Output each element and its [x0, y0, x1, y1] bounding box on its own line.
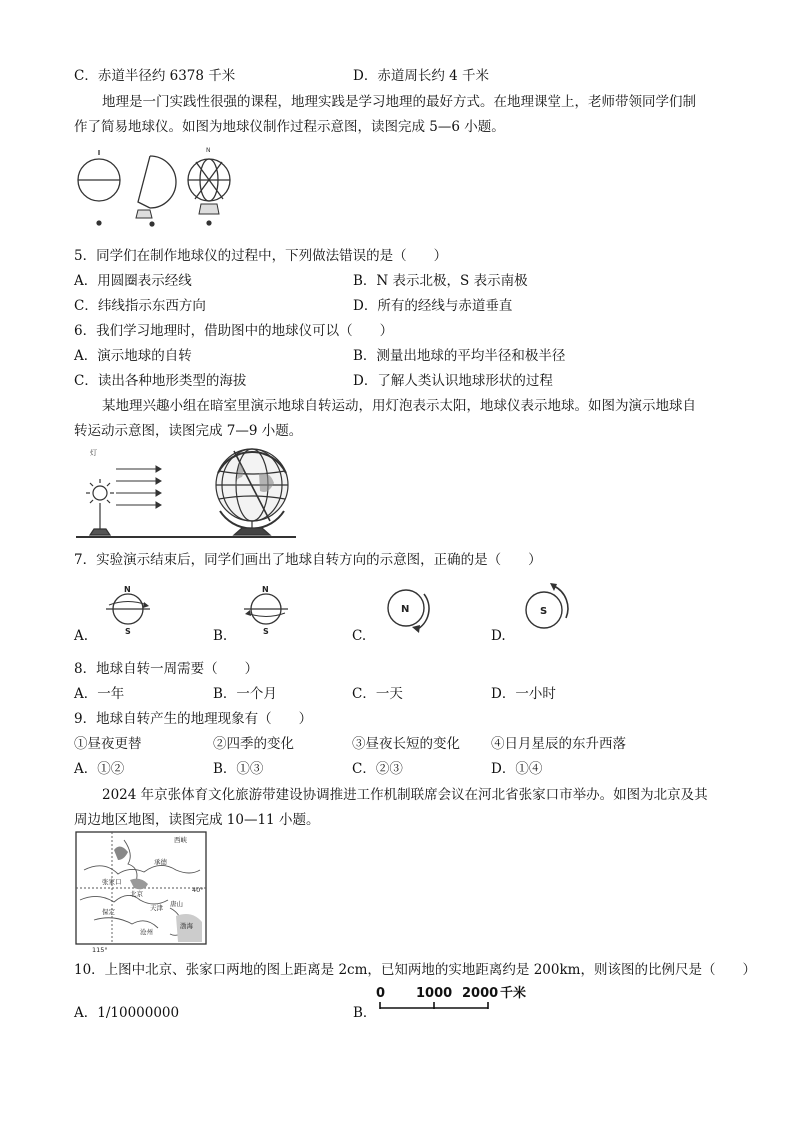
q9-statement-1: ①昼夜更替	[74, 736, 142, 752]
q10-option-a[interactable]: A．1/10000000	[74, 1005, 180, 1021]
desk-globe	[216, 449, 288, 535]
scale-label-0: 0	[376, 986, 386, 1001]
q7-c-pole-n: N	[401, 604, 410, 615]
scale-bar	[372, 982, 527, 1014]
q8-option-b[interactable]: B．一个月	[213, 686, 277, 702]
q5-option-a[interactable]: A．用圆圈表示经线	[74, 273, 192, 289]
q8-option-a[interactable]: A．一年	[74, 686, 125, 702]
q9-statement-4: ④日月星辰的东升西落	[491, 736, 626, 752]
q9-option-b[interactable]: B．①③	[213, 761, 264, 777]
q9-stem: 9．地球自转产生的地理现象有（ ）	[74, 711, 313, 727]
q9-option-d[interactable]: D．①④	[491, 761, 543, 777]
q7-b-pole-n: N	[262, 585, 269, 594]
q5-option-b[interactable]: B．N 表示北极，S 表示南极	[353, 273, 528, 289]
lamp-sun-icon	[86, 479, 114, 535]
q7-a-pole-n: N	[124, 585, 131, 594]
earth-rotation-demo-figure	[74, 443, 299, 541]
q6-stem: 6．我们学习地理时，借助图中的地球仪可以（ ）	[74, 323, 394, 339]
q5-option-d[interactable]: D．所有的经线与赤道垂直	[353, 298, 513, 314]
map-lat-40: 40°	[192, 886, 204, 894]
q9-statement-3: ③昼夜长短的变化	[352, 736, 460, 752]
intro-10-11-line1: 2024 年京张体育文化旅游带建设协调推进工作机制联席会议在河北省张家口市举办。如图为北京及其	[102, 787, 708, 803]
stand-base-3	[199, 204, 219, 214]
q7-a-pole-s: S	[125, 627, 131, 636]
q8-stem: 8．地球自转一周需要（ ）	[74, 661, 259, 677]
half-disk-shape	[150, 156, 176, 208]
intro-7-9-line1: 某地理兴趣小组在暗室里演示地球自转运动，用灯泡表示太阳，地球仪表示地球。如图为演示地球自	[102, 398, 696, 414]
beijing-region-map	[74, 830, 214, 954]
lamp-label: 灯	[90, 449, 97, 457]
q7-d-pole-s: S	[540, 606, 548, 617]
q4-option-d: D．赤道周长约 4 千米	[353, 68, 489, 84]
map-zhangjiakou: 张家口	[102, 878, 122, 886]
q6-option-b[interactable]: B．测量出地球的平均半径和极半径	[353, 348, 566, 364]
globe-making-figure	[72, 144, 242, 232]
map-beijing: 北京	[130, 890, 143, 898]
q7-diagram-d	[514, 582, 574, 636]
q7-diagram-b	[238, 584, 294, 636]
map-chengde: 承德	[154, 858, 167, 866]
q9-option-c[interactable]: C．②③	[352, 761, 403, 777]
bead-2	[149, 221, 154, 226]
light-ray-arrows	[116, 466, 161, 508]
q4-option-c: C．赤道半径约 6378 千米	[74, 68, 236, 84]
q10-stem: 10．上图中北京、张家口两地的图上距离是 2cm，已知两地的实地距离约是 200km，则该图的比例尺是（ ）	[74, 962, 756, 978]
map-baoding: 保定	[102, 908, 115, 916]
q10-option-b[interactable]: B．	[353, 1005, 377, 1021]
q8-option-d[interactable]: D．一小时	[491, 686, 556, 702]
q6-option-c[interactable]: C．读出各种地形类型的海拔	[74, 373, 247, 389]
intro-5-6-line2: 作了简易地球仪。如图为地球仪制作过程示意图，读图完成 5—6 小题。	[74, 119, 505, 135]
scale-unit: 千米	[500, 986, 527, 1001]
q7-diagram-a	[100, 584, 156, 636]
q7-option-a[interactable]: A.	[74, 628, 89, 644]
map-cangzhou: 沧州	[140, 928, 153, 936]
map-bohai: 渤海	[180, 922, 193, 930]
q5-option-c[interactable]: C．纬线指示东西方向	[74, 298, 206, 314]
intro-5-6-line1: 地理是一门实践性很强的课程，地理实践是学习地理的最好方式。在地理课堂上，老师带领同学们制	[102, 94, 696, 110]
map-tianjin: 天津	[150, 904, 163, 912]
map-lon-115: 115°	[92, 946, 108, 954]
bead-1	[96, 220, 101, 225]
q7-option-b[interactable]: B.	[213, 628, 228, 644]
q6-option-a[interactable]: A．演示地球的自转	[74, 348, 192, 364]
q7-b-pole-s: S	[263, 627, 269, 636]
map-compass-label: 西峡	[174, 836, 187, 844]
intro-10-11-line2: 周边地区地图，读图完成 10—11 小题。	[74, 812, 320, 828]
q7-diagram-c	[376, 582, 436, 636]
q7-option-d[interactable]: D.	[491, 628, 506, 644]
q9-option-a[interactable]: A．①②	[74, 761, 125, 777]
map-tangshan: 唐山	[170, 900, 183, 908]
scale-label-1000: 1000	[416, 986, 453, 1001]
intro-7-9-line2: 转运动示意图，读图完成 7—9 小题。	[74, 423, 303, 439]
scale-label-2000: 2000	[462, 986, 499, 1001]
q7-option-c[interactable]: C.	[352, 628, 367, 644]
q6-option-d[interactable]: D．了解人类认识地球形状的过程	[353, 373, 553, 389]
q9-statement-2: ②四季的变化	[213, 736, 294, 752]
bead-3	[206, 220, 211, 225]
stand-base-2	[136, 210, 152, 218]
q8-option-c[interactable]: C．一天	[352, 686, 403, 702]
q7-stem: 7．实验演示结束后，同学们画出了地球自转方向的示意图，正确的是（ ）	[74, 552, 542, 568]
q5-stem: 5．同学们在制作地球仪的过程中，下列做法错误的是（ ）	[74, 248, 448, 264]
fig1-n-label: N	[206, 147, 211, 154]
